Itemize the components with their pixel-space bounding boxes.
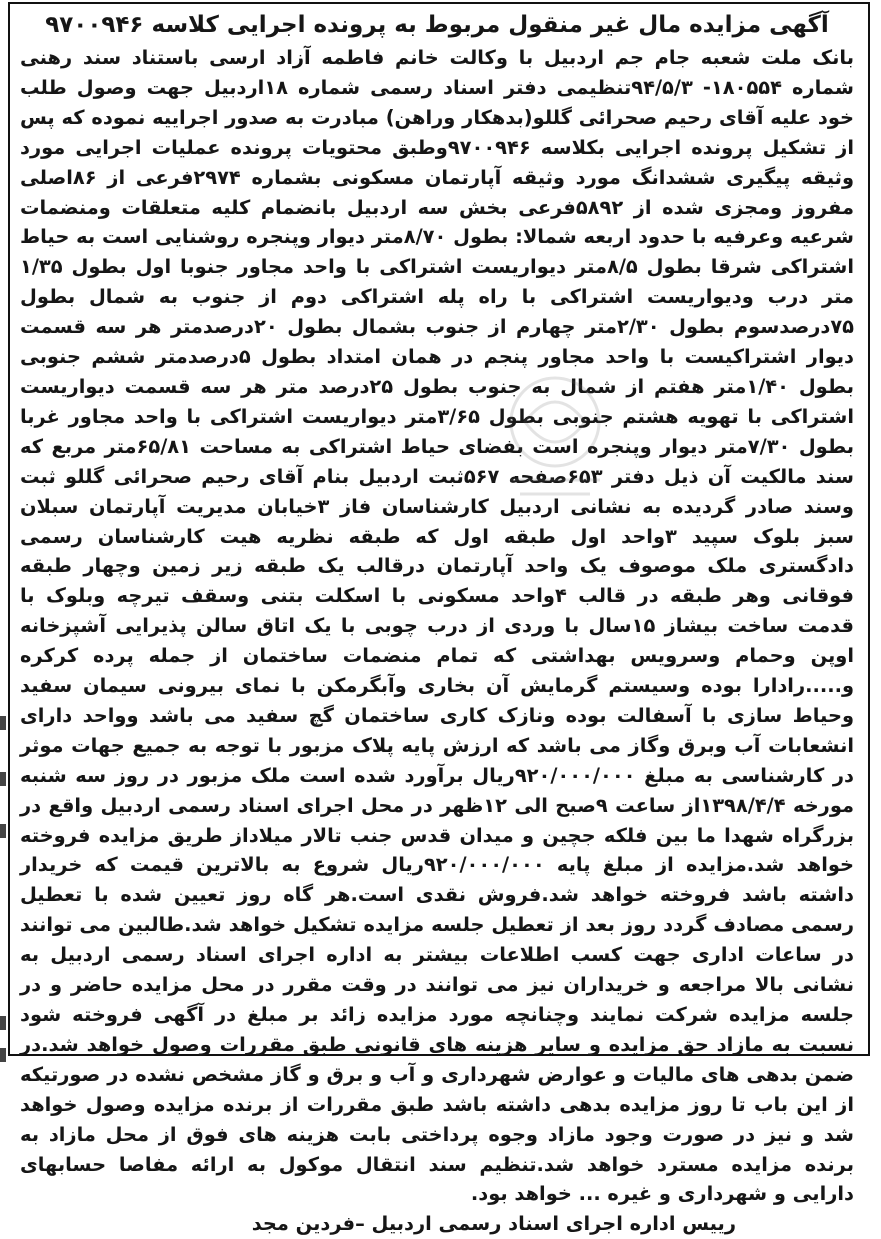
edge-fragment [0,716,6,730]
edge-fragment [0,1048,6,1062]
edge-fragment [0,772,6,786]
notice-title: آگهی مزایده مال غیر منقول مربوط به پرونده اجرایی کلاسه ۹۷۰۰۹۴۶ [45,12,829,38]
auction-notice-box [8,2,870,1236]
notice-body: بانک ملت شعبه جام جم اردبیل با وکالت خانم فاطمه آزاد ارسی باستناد سند رهنی شماره ۱۸۰۵۵۴- ۹۴/۵/۳تنظیمی دفتر اسناد رسمی شماره ۱۸اردبیل جهت وصول طلب خود علیه آقای رحیم صحرائی گللو(بدهکار وراهن) مبادرت به صدور اجراییه نموده که پس از تشکیل پرونده اجرایی بکلاسه ۹۷۰۰۹۴۶وطبق محتویات پرونده عملیات اجرایی مورد وثیقه پیگیری ششدانگ مورد وثیقه آپارتمان مسکونی بشماره ۲۹۷۴فرعی از ۸۶اصلی مفروز ومجزی شده از ۵۸۹۲فرعی بخش سه اردبیل بانضمام کلیه متعلقات ومنضمات شرعیه وعرفیه با حدود اربعه شمالا: بطول ۸/۷۰متر دیوار وپنجره روشنایی است به حیاط اشتراکی شرقا بطول ۸/۵متر دیواریست اشتراکی با واحد مجاور جنوبا اول بطول ۱/۳۵ متر درب ودیواریست اشتراکی با راه پله اشتراکی دوم از جنوب به شمال بطول ۷۵درصدسوم بطول ۲/۳۰متر چهارم از جنوب بشمال بطول ۲۰درصدمتر هر سه قسمت دیوار اشتراکیست با واحد مجاور پنجم در همان امتداد بطول ۵درصدمتر ششم جنوبی بطول ۱/۴۰متر هفتم از شمال به جنوب بطول ۲۵درصد متر هر سه قسمت دیواریست اشتراکی با تهویه هشتم جنوبی بطول ۳/۶۵متر دیواریست اشتراکی با واحد مجاور غربا بطول ۷/۳۰متر دیوار وپنجره است بفضای حیاط اشتراکی به مساحت ۶۵/۸۱متر مربع که سند مالکیت آن ذیل دفتر ۶۵۳صفحه ۵۶۷ثبت اردبیل بنام آقای رحیم صحرائی گللو ثبت وسند صادر گردیده به نشانی اردبیل کارشناسان فاز ۳خیابان مدیریت آپارتمان سبلان سبز بلوک سپید ۳واحد اول طبقه اول که طبقه نظریه هیت کارشناسان رسمی دادگستری ملک موصوف یک واحد آپارتمان درقالب یک طبقه زیر زمین وچهار طبقه فوقانی وهر طبقه در قالب ۴واحد مسکونی با اسکلت بتنی وسقف تیرچه وبلوک با قدمت ساخت بیشاز ۱۵سال با وردی از درب چوبی با یک اتاق سالن پذیرایی آشپزخانه اوپن وحمام وسرویس بهداشتی که تمام منضمات ساختمان از جمله پرده کرکره و.....رادارا بوده وسیستم گرمایش آن بخاری وآبگرمکن با نمای بیرونی سیمان سفید وحیاط سازی با آسفالت بوده ونازک کاری ساختمان گچ سفید می باشد وواحد دارای انشعابات آب وبرق وگاز می باشد که ارزش پایه پلاک مزبور با توجه به جمیع جهات موثر در کارشناسی به مبلغ ۹۲۰/۰۰۰/۰۰۰ریال برآورد شده است ملک مزبور در روز سه شنبه مورخه ۱۳۹۸/۴/۴از ساعت ۹صبح الی ۱۲ظهر در محل اجرای اسناد رسمی اردبیل واقع در بزرگراه شهدا ما بین فلکه جچین و میدان قدس جنب تالار میلاداز طریق مزایده فروخته خواهد شد.مزایده از مبلغ پایه ۹۲۰/۰۰۰/۰۰۰ریال شروع به بالاترین قیمت که خریدار داشته باشد فروخته خواهد شد.فروش نقدی است.هر گاه روز تعیین شده با تعطیل رسمی مصادف گردد روز بعد از تعطیل جلسه مزایده تشکیل خواهد شد.طالبین می توانند در ساعات اداری جهت کسب اطلاعات بیشتر به اداره اجرای اسناد رسمی اردبیل به نشانی بالا مراجعه و خریداران نیز می توانند در وقت مقرر در محل مزایده حاضر و در جلسه مزایده شرکت نمایند وچنانچه مورد مزایده زائد بر مبلغ در آگهی فروخته شود نسبت به مازاد حق مزایده و سایر هزینه های قانونی طبق مقررات وصول خواهد شد.در ضمن بدهی های مالیات و عوارض شهرداری و آب و برق و گاز مشخص نشده در صورتیکه از این باب تا روز مزایده بدهی داشته باشد طبق مقررات از برنده مزایده وصول خواهد شد و نیز در صورت وجود مازاد وجوه پرداختی بابت هزینه های فوق از محل مازاد به برنده مزایده مسترد خواهد شد.تنظیم سند انتقال موکول به ارائه مفاصا حسابهای دارایی و شهرداری و غیره ... خواهد بود. [20,46,855,1206]
adjacent-column-edge [0,0,8,1067]
notice-signature: رییس اداره اجرای اسناد رسمی اردبیل –فردین مجد [251,1212,736,1236]
edge-fragment [0,824,6,838]
edge-fragment [0,1016,6,1030]
